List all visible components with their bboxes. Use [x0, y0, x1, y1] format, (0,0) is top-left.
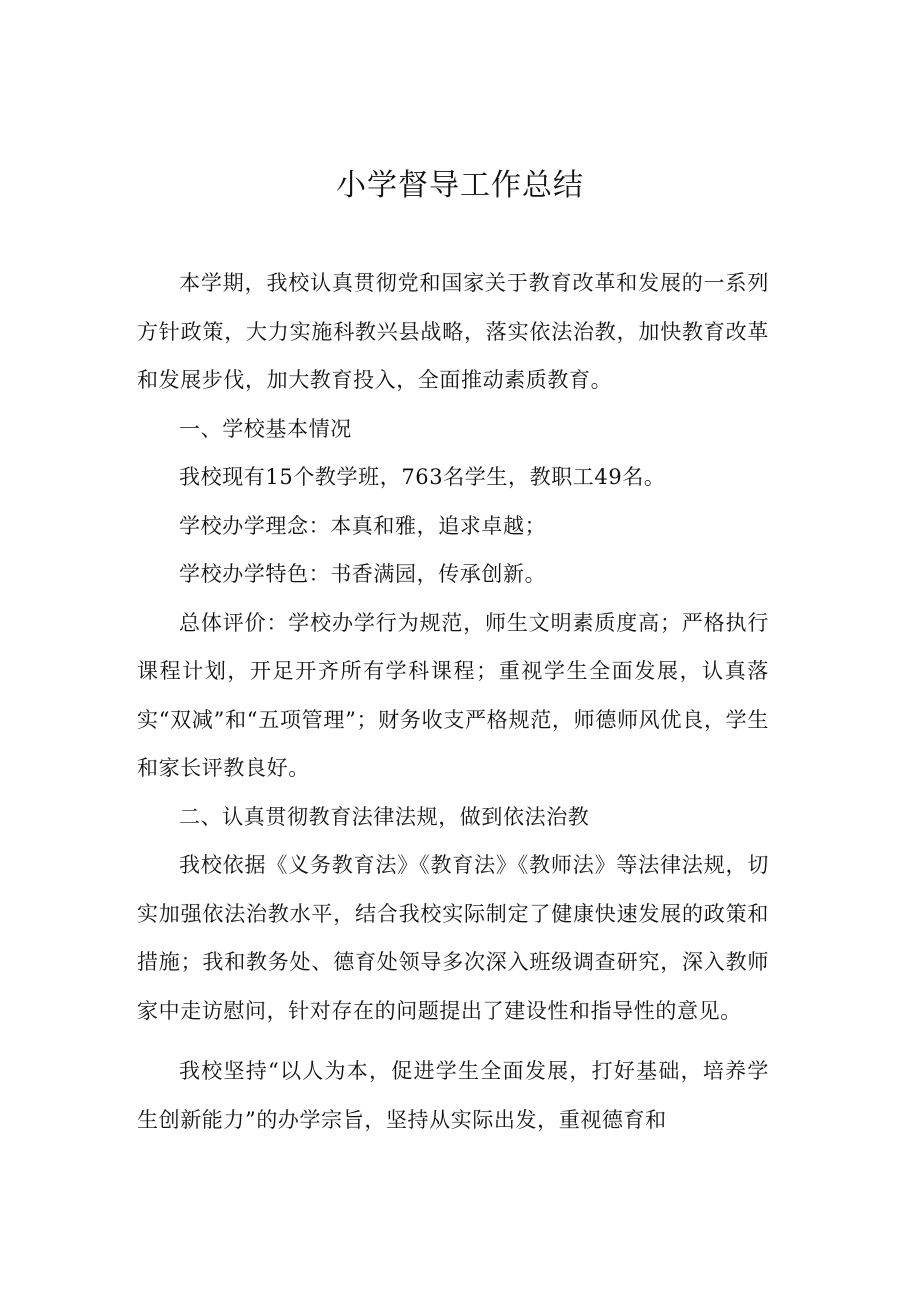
paragraph-school-feature: 学校办学特色：书香满园，传承创新。 — [179, 562, 547, 586]
section-heading-law: 二、认真贯彻教育法律法规，做到依法治教 — [179, 804, 590, 829]
paragraph-intro: 本学期，我校认真贯彻党和国家关于教育改革和发展的一系列方针政策，大力实施科教兴县战略，落实依法治教，加快教育改革和发展步伐，加大教育投入，全面推动素质教育。 — [137, 271, 769, 392]
paragraph-school-purpose: 我校坚持“以人为本，促进学生全面发展，打好基础，培养学生创新能力”的办学宗旨，坚持从实际出发，重视德育和 — [137, 1059, 769, 1132]
section-heading-basic-info: 一、学校基本情况 — [179, 416, 352, 441]
document-title: 小学督导工作总结 — [336, 168, 584, 203]
paragraph-law-implementation: 我校依据《义务教育法》《教育法》《教师法》等法律法规，切实加强依法治教水平，结合我校实际制定了健康快速发展的政策和措施；我和教务处、德育处领导多次深入班级调查研究，深入教师家中走访慰问，针对存在的问题提出了建设性和指导性的意见。 — [137, 853, 769, 1023]
paragraph-school-philosophy: 学校办学理念：本真和雅，追求卓越； — [179, 513, 547, 538]
paragraph-school-size: 我校现有15个教学班，763名学生，教职工49名。 — [179, 465, 666, 489]
paragraph-overall-evaluation: 总体评价：学校办学行为规范，师生文明素质度高；严格执行课程计划，开足开齐所有学科课程；重视学生全面发展，认真落实“双减”和“五项管理”；财务收支严格规范，师德师风优良，学生和家长评教良好。 — [137, 610, 769, 780]
document-body — [137, 259, 769, 1144]
